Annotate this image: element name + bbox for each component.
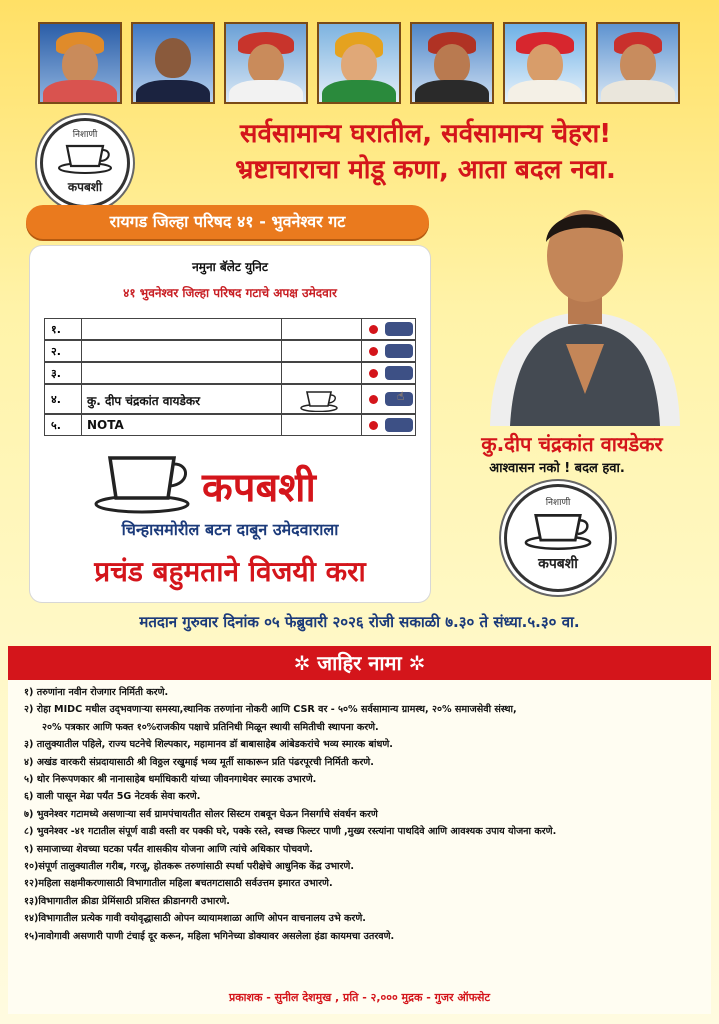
ballot-title: नमुना बॅलेट युनिट [192,260,268,274]
voting-instruction: चिन्हासमोरील बटन दाबून उमेदवाराला [121,520,339,539]
manifesto-item: १२)महिला सक्षमीकरणासाठी विभागातील महिला बचतगटासाठी सर्वउत्तम इमारत उभारणे. [24,878,333,890]
manifesto-item: १३)विभागातील क्रीडा प्रेमिंसाठी प्रशिस्त क्रीडानगरी उभारणे. [24,895,230,907]
manifesto-item: ७) भुवनेश्वर गटामध्ये असणाऱ्या सर्व ग्रामपंचायतीत सोलर सिस्टम राबवून घेऊन निसर्गाचे संवर्धन करणे [24,808,378,820]
ballot-row [44,414,416,436]
manifesto-item: २०% पत्रकार आणि फक्त १०%राजकीय पक्षाचे प्रतिनिधी मिळून स्थायी समितीची स्थापना करणे. [42,721,379,733]
headline [138,116,713,188]
ballot-row-number: ५. [51,419,61,432]
vote-button[interactable] [385,418,413,432]
symbol-name: कपबशी [202,465,316,511]
portrait-1 [38,22,122,104]
cup-saucer-icon [92,450,196,514]
portrait-7 [596,22,680,104]
cup-saucer-icon [57,140,113,174]
logo-bottom-label: कपबशी [538,556,578,572]
ballot-row-number: ४. [51,393,61,406]
headline-line-1: सर्वसामान्य घरातील, सर्वसामान्य चेहरा! [239,119,612,149]
vote-button[interactable] [385,322,413,336]
manifesto-item: ५) थोर निरूपणकार श्री नानासाहेब धर्माधिकारी यांच्या जीवनगाथेवर स्मारक उभारणे. [24,774,317,786]
portrait-5 [410,22,494,104]
indicator-light [369,369,378,378]
ballot-subtitle: ४१ भुवनेश्वर जिल्हा परिषद गटाचे अपक्ष उमेदवार [123,286,337,300]
indicator-light [369,347,378,356]
win-appeal: प्रचंड बहुमताने विजयी करा [94,555,366,588]
party-symbol-logo [40,118,130,208]
portrait-2 [131,22,215,104]
portrait-3 [224,22,308,104]
manifesto-item: ३) तालुक्यातील पहिले, राज्य घटनेचे शिल्पकार, महामानव डॉ बाबासाहेब आंबेडकरांचे भव्य स्मारक बांधणे. [24,739,393,751]
ballot-row-candidate [44,384,416,414]
vote-button[interactable] [385,366,413,380]
manifesto-list [24,684,704,945]
manifesto-item: १५)नावोगावी असणारी पाणी टंचाई दूर करून, महिला भगिनेच्या डोक्यावर असलेला हंडा कायमचा उतरवणे. [24,930,395,942]
pointing-hand-icon: ☝ [397,389,405,403]
manifesto-item: २) रोहा MIDC मधील उद्‌भवणाऱ्या समस्या,स्थानिक तरुणांना नोकरी आणि CSR वर - ५०% सर्वसामान्य ग्रामस्थ, २०% समाजसेवी संस्था, [24,704,517,716]
vote-button[interactable] [385,344,413,358]
logo-bottom-label: कपबशी [67,180,103,194]
ballot-row-number: २. [51,345,61,358]
ballot-row-number: ३. [51,367,61,380]
ballot-row [44,340,416,362]
manifesto-item: ८) भुवनेश्वर -४१ गटातील संपूर्ण वाडी वस्ती वर पक्की घरे, पक्के रस्ते, स्वच्छ फिल्टर पाणी ,मुख्य रस्त्यांना पाथदिवे आणि आवश्यक उपाय योजना करणे. [24,826,557,838]
ballot-row-name: NOTA [87,418,124,432]
candidate-slogan: आश्वासन नको ! बदल हवा. [489,461,625,476]
manifesto-item: १४)विभागातील प्रत्येक गावी वयोवृद्धासाठी ओपन व्यायामशाळा आणि ओपन वाचनालय उभे करणे. [24,913,366,925]
manifesto-title: ✲ जाहिर नामा ✲ [8,646,711,680]
ballot-row-number: १. [51,323,61,336]
portrait-6 [503,22,587,104]
manifesto-item: १०)संपूर्ण तालुक्यातील गरीब, गरजू, होतकरू तरुणांसाठी स्पर्धा परीक्षेचे आधुनिक केंद्र उभारणे. [24,861,355,873]
cup-saucer-icon [523,508,593,550]
candidate-photo [470,194,700,426]
publisher-footer: प्रकाशक - सुनील देशमुख , प्रति - २,००० मुद्रक - गुजर ऑफसेट [228,991,491,1004]
ballot-row [44,362,416,384]
ballot-row-name: कु. दीप चंद्रकांत वायडेकर [87,394,201,408]
logo-top-label: निशाणी [545,498,571,508]
manifesto-item: ९) समाजाच्या शेवच्या घटका पर्यंत शासकीय योजना आणि त्यांचे अधिकार पोचवणे. [24,843,313,855]
headline-line-2: भ्रष्टाचाराचा मोडू कणा, आता बदल नवा. [235,155,616,185]
candidate-name: कु.दीप चंद्रकांत वायडेकर [481,432,663,456]
portrait-strip [38,22,680,106]
manifesto-item: ६) वाली पासून मेढा पर्यंत 5G नेटवर्क सेवा करणे. [24,791,201,803]
party-symbol-logo [504,484,612,592]
portrait-4 [317,22,401,104]
manifesto-item: ४) अखंड वारकरी संप्रदायासाठी श्री विठ्ठल रखुमाई भव्य मूर्ती साकारून प्रति पंढरपूरची निर्मिती करणे. [24,756,374,768]
polling-date-time: मतदान गुरुवार दिनांक ०५ फेब्रुवारी २०२६ रोजी सकाळी ७.३० ते संध्या.५.३० वा. [139,613,580,631]
indicator-light [369,325,378,334]
indicator-light [369,395,378,404]
sample-ballot-unit [30,246,430,602]
ballot-row [44,318,416,340]
constituency-ribbon: रायगड जिल्हा परिषद ४१ - भुवनेश्वर गट [26,205,429,239]
cup-saucer-icon [297,388,341,412]
logo-top-label: निशाणी [72,130,98,140]
indicator-light [369,421,378,430]
manifesto-item: १) तरुणांना नवीन रोजगार निर्मिती करणे. [24,687,169,698]
